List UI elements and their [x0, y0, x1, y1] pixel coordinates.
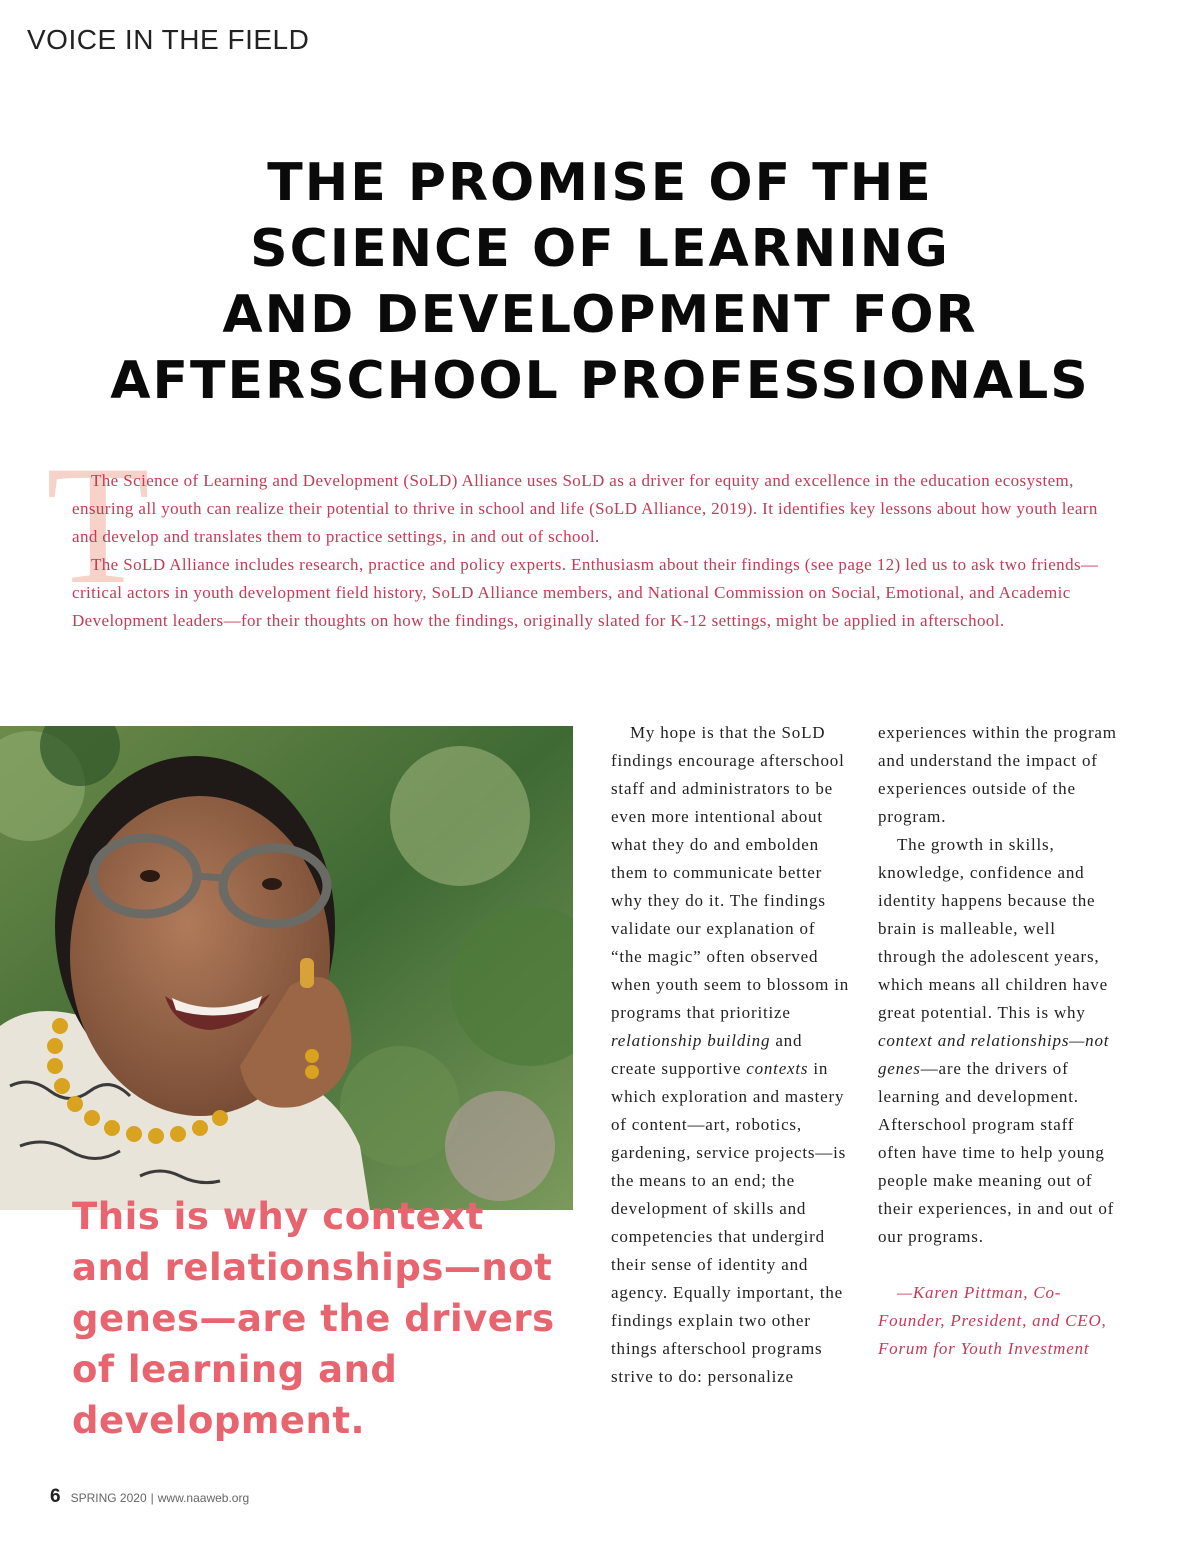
intro-text	[72, 467, 1122, 635]
article-title	[60, 150, 1140, 414]
title-line: SCIENCE OF LEARNING	[250, 219, 950, 279]
title-line: AFTERSCHOOL PROFESSIONALS	[110, 351, 1090, 411]
title-line: AND DEVELOPMENT FOR	[222, 285, 978, 345]
author-attribution: —Karen Pittman, Co-Founder, President, and CEO, Forum for Youth Investment	[878, 1283, 1107, 1358]
emphasis-text: contexts	[746, 1059, 809, 1078]
website-link[interactable]: www.naaweb.org	[157, 1491, 250, 1505]
body-text: in which exploration and mastery of content—art, robotics, gardening, service projects—is the means to an end; the development of skills and competencies that undergird their sense of identity and agency. Equally important, the findings explain two other things afterschool programs strive to do: personalize	[611, 1059, 847, 1386]
emphasis-text: relationship building	[611, 1031, 771, 1050]
body-column-1	[611, 719, 851, 1391]
body-paragraph	[878, 831, 1118, 1251]
intro-paragraph: The Science of Learning and Development (SoLD) Alliance uses SoLD as a driver for equity and excellence in the education ecosystem, ensuring all youth can realize their potential to thrive in school and life (SoLD Alliance, 2019). It identifies key lessons about how youth learn and develop and translates them to practice settings, in and out of school.	[72, 471, 1098, 546]
body-paragraph	[611, 719, 851, 1391]
section-label: VOICE IN THE FIELD	[27, 24, 310, 55]
title-line: THE PROMISE OF THE	[267, 153, 933, 213]
body-text: —are the drivers of learning and development. Afterschool program staff often have time to help young people make meaning out of their experiences, in and out of our programs.	[878, 1059, 1115, 1246]
footer-separator: |	[150, 1491, 154, 1505]
pull-quote: This is why context and relationships—not genes—are the drivers of learning and development.	[72, 1195, 555, 1442]
drop-cap: T	[46, 431, 150, 619]
body-text: My hope is that the SoLD findings encourage afterschool staff and administrators to be even more intentional about what they do and embolden them to communicate better why they do it. The findings validate our explanation of “the magic” often observed when youth seem to blossom in programs that prioritize	[611, 723, 850, 1022]
body-paragraph: experiences within the program and understand the impact of experiences outside of the program.	[878, 723, 1117, 826]
page-number: 6	[50, 1486, 61, 1507]
body-text: and create supportive	[611, 1031, 803, 1078]
portrait-photo	[0, 726, 573, 1210]
body-text: The growth in skills, knowledge, confidence and identity happens because the brain is malleable, well through the adolescent years, which means all children have great potential. This is why	[878, 835, 1108, 1022]
page-footer	[50, 1486, 249, 1508]
emphasis-text: context and relationships—not genes	[878, 1031, 1110, 1078]
intro-paragraph: The SoLD Alliance includes research, practice and policy experts. Enthusiasm about their findings (see page 12) led us to ask two friends—critical actors in youth development field history, SoLD Alliance members, and National Commission on Social, Emotional, and Academic Development leaders—for their thoughts on how the findings, originally slated for K-12 settings, might be applied in afterschool.	[72, 555, 1099, 630]
issue-label: SPRING 2020	[70, 1491, 147, 1505]
body-column-2	[878, 719, 1118, 1363]
